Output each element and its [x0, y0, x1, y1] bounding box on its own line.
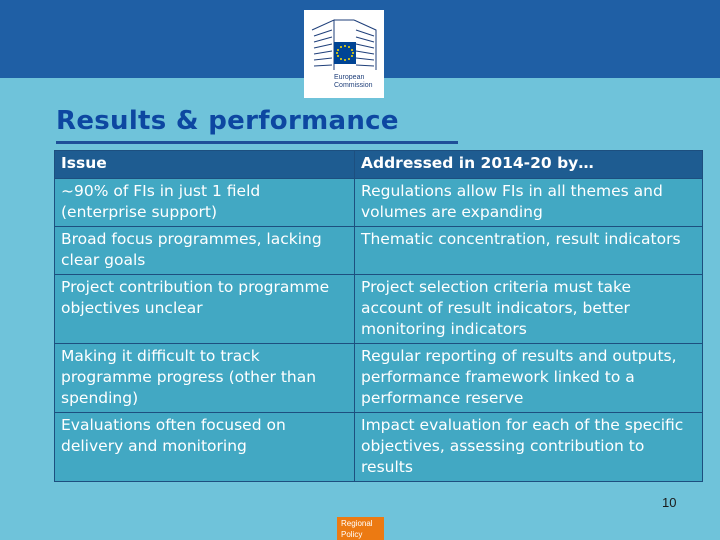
logo-wordmark	[334, 74, 373, 90]
issue-cell: Project contribution to programme objectives unclear	[55, 275, 355, 344]
addressed-cell: Regular reporting of results and outputs, performance framework linked to a performance reserve	[355, 344, 703, 413]
header-addressed: Addressed in 2014-20 by…	[355, 151, 703, 179]
logo-line-2: Commission	[334, 82, 373, 89]
table-row	[55, 227, 703, 275]
addressed-cell: Regulations allow FIs in all themes and volumes are expanding	[355, 179, 703, 227]
addressed-cell: Impact evaluation for each of the specific objectives, assessing contribution to results	[355, 413, 703, 482]
table-row	[55, 413, 703, 482]
results-table	[54, 150, 703, 482]
table-row	[55, 344, 703, 413]
table-row	[55, 179, 703, 227]
issue-cell: Evaluations often focused on delivery and monitoring	[55, 413, 355, 482]
badge-line-1: Regional	[341, 519, 373, 528]
issue-cell: ~90% of FIs in just 1 field (enterprise support)	[55, 179, 355, 227]
page-number: 10	[662, 495, 677, 510]
addressed-cell: Project selection criteria must take account of result indicators, better monitoring indicators	[355, 275, 703, 344]
table-header-row	[55, 151, 703, 179]
european-commission-logo	[304, 10, 384, 98]
issue-cell: Broad focus programmes, lacking clear goals	[55, 227, 355, 275]
badge-line-2: Policy	[341, 530, 363, 539]
header-issue: Issue	[55, 151, 355, 179]
commission-building-icon	[304, 10, 384, 72]
logo-line-1: European	[334, 74, 365, 81]
page-title: Results & performance	[56, 106, 399, 136]
title-divider	[56, 141, 458, 144]
regional-policy-label	[341, 518, 373, 540]
issue-cell: Making it difficult to track programme progress (other than spending)	[55, 344, 355, 413]
table-row	[55, 275, 703, 344]
addressed-cell: Thematic concentration, result indicators	[355, 227, 703, 275]
